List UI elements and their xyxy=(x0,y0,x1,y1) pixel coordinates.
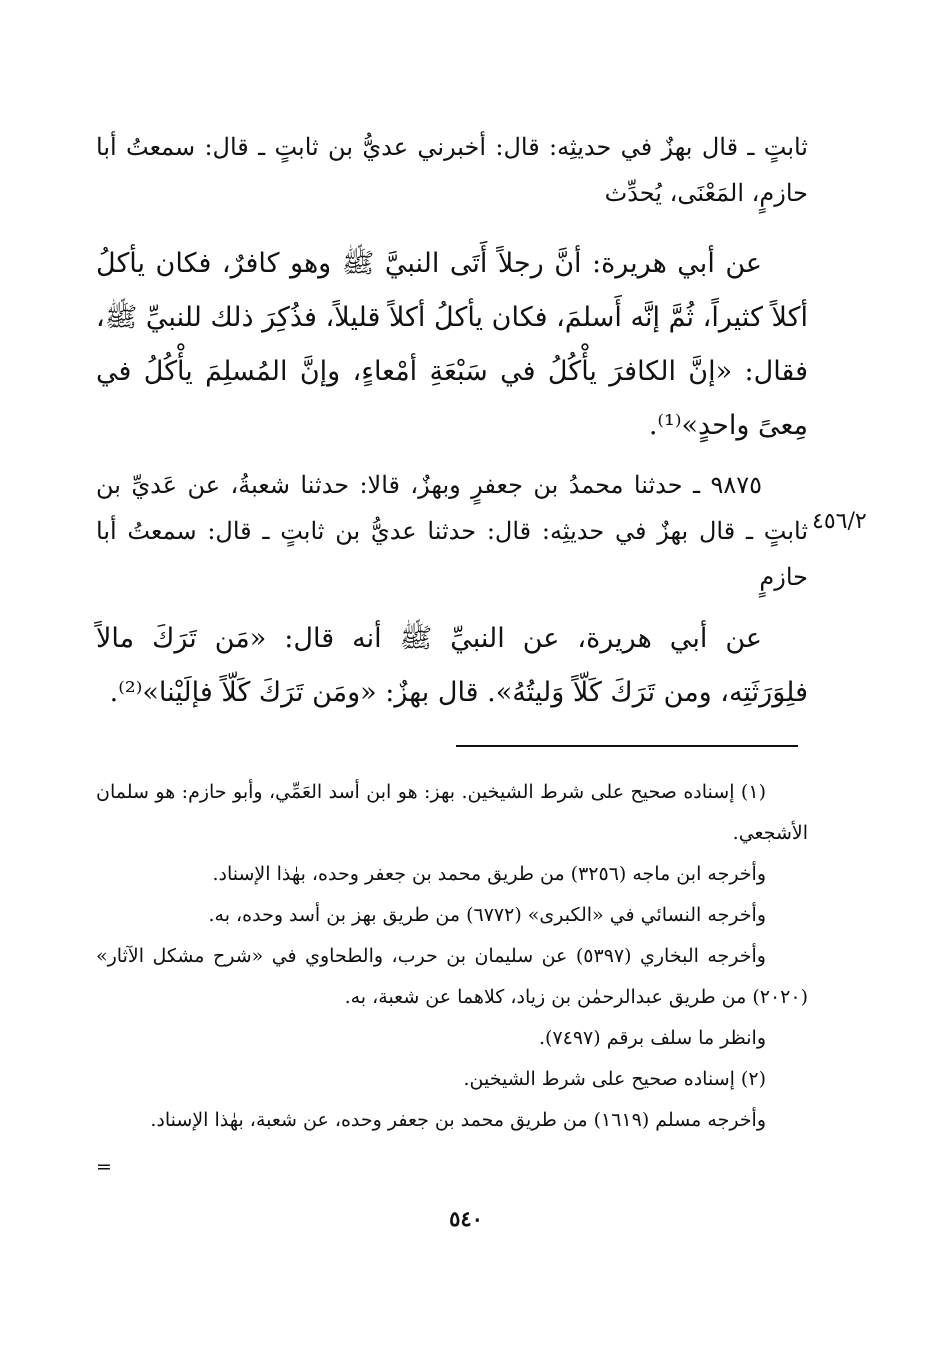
footnote-1-line-bukhari: وأخرجه البخاري (٥٣٩٧) عن سليمان بن حرب، والطحاوي في «شرح مشكل الآثار» (٢٠٢٠) من طريق عبدالرحمٰن بن زياد، كلاهما عن شعبة، به. xyxy=(96,945,808,1008)
paragraph-hadith-9875-isnad: ٩٨٧٥ ـ حدثنا محمدُ بن جعفرٍ وبهزٌ، قالا: حدثنا شعبةُ، عن عَديِّ بن ثابتٍ ـ قال بهزٌ في حديثِه: قال: حدثنا عديُّ بن ثابتٍ ـ قال: سمعتُ أبا حازمٍ xyxy=(96,471,808,591)
footnote-1-line-nasai: وأخرجه النسائي في «الكبرى» (٦٧٧٢) من طريق بهز بن أسد وحده، به. xyxy=(208,904,766,926)
margin-reference: ٤٥٦/٢ xyxy=(812,509,867,534)
paragraph-continuation: ثابتٍ ـ قال بهزٌ في حديثِه: قال: أخبرني عديُّ بن ثابتٍ ـ قال: سمعتُ أبا حازمٍ، المَعْنَى، يُحدِّث xyxy=(96,133,808,207)
footnote-separator xyxy=(456,745,798,747)
footnote-1-line-see-also: وانظر ما سلف برقم (٧٤٩٧). xyxy=(538,1027,766,1049)
page-number: ٥٤٠ xyxy=(449,1206,483,1231)
footnote-1: (١) إسناده صحيح على شرط الشيخين. بهز: هو ابن أسد العَمِّي، وأبو حازم: هو سلمان الأشجعي. xyxy=(96,781,808,844)
footnote-1-line-ibn-majah: وأخرجه ابن ماجه (٣٢٥٦) من طريق محمد بن جعفر وحده، بهٰذا الإسناد. xyxy=(212,863,766,885)
paragraph-hadith-text-1: عن أبي هريرة: أنَّ رجلاً أَتَى النبيَّ ﷺ وهو كافرٌ، فكان يأكلُ أكلاً كثيراً، ثُمَّ إنَّه أَسلمَ، فكان يأكلُ أكلاً قليلاً، فذُكِرَ ذلك للنبيِّ ﷺ، فقال: «إنَّ الكافرَ يأْكُلُ في سَبْعَةِ أمْعاءٍ، وإنَّ المُسلِمَ يأْكُلُ في مِعىً واحدٍ»⁽¹⁾. xyxy=(96,248,808,441)
continuation-mark: = xyxy=(96,1156,112,1178)
footnote-2: (٢) إسناده صحيح على شرط الشيخين. xyxy=(463,1068,766,1090)
footnote-2-line-muslim: وأخرجه مسلم (١٦١٩) من طريق محمد بن جعفر وحده، عن شعبة، بهٰذا الإسناد. xyxy=(150,1109,766,1131)
footnotes-block xyxy=(96,772,808,1141)
paragraph-hadith-text-2: عن أبي هريرة، عن النبيِّ ﷺ أنه قال: «مَن تَرَكَ مالاً فلِوَرَثَتِه، ومن تَرَكَ كَلّاً وَليتُهُ». قال بهزٌ: «ومَن تَرَكَ كَلّاً فإلَيْنا»⁽²⁾. xyxy=(96,623,808,708)
